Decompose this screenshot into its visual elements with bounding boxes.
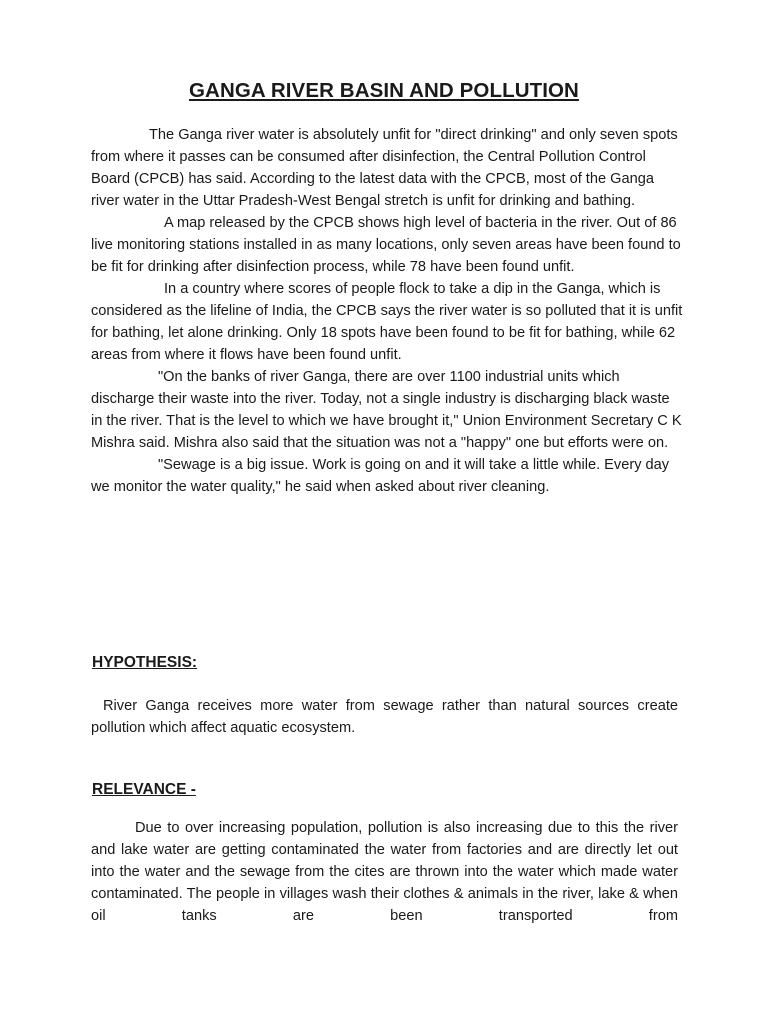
intro-paragraph-5: "Sewage is a big issue. Work is going on and it will take a little while. Every day we monitor the water quality," he said when asked about river cleaning. (91, 457, 670, 495)
relevance-text: Due to over increasing population, pollution is also increasing due to this the river and lake water are getting contaminated the water from factories and are directly let out into the water and the sewage from the cites are thrown into the water which made water contaminated. The people in villages wash their clothes & animals in the river, lake & when oil tanks are been transported from (91, 820, 678, 924)
hypothesis-heading: HYPOTHESIS: (92, 654, 198, 671)
hypothesis-text: River Ganga receives more water from sewage rather than natural sources create pollution which affect aquatic ecosystem. (91, 698, 678, 736)
intro-paragraph-1: The Ganga river water is absolutely unfit for "direct drinking" and only seven spots from where it passes can be consumed after disinfection, the Central Pollution Control Board (CPCB) has said. According to the latest data with the CPCB, most of the Ganga river water in the Uttar Pradesh-West Bengal stretch is unfit for drinking and bathing. (91, 127, 678, 209)
intro-paragraph-4: "On the banks of river Ganga, there are over 1100 industrial units which discharge their waste into the river. Today, not a single industry is discharging black waste in the river. That is the level to which we have brought it," Union Environment Secretary C K Mishra said. Mishra also said that the situation was not a "happy" one but efforts were on. (91, 369, 682, 451)
intro-paragraph-3: In a country where scores of people flock to take a dip in the Ganga, which is considered as the lifeline of India, the CPCB says the river water is so polluted that it is unfit for bathing, let alone drinking. Only 18 spots have been found to be fit for bathing, while 62 areas from where it flows have been found unfit. (91, 281, 683, 363)
relevance-heading: RELEVANCE - (92, 781, 196, 798)
intro-section (91, 124, 685, 498)
intro-paragraph-2: A map released by the CPCB shows high level of bacteria in the river. Out of 86 live monitoring stations installed in as many locations, only seven areas have been found to be fit for drinking after disinfection process, while 78 have been found unfit. (91, 215, 681, 275)
document-title: GANGA RIVER BASIN AND POLLUTION (189, 79, 579, 102)
